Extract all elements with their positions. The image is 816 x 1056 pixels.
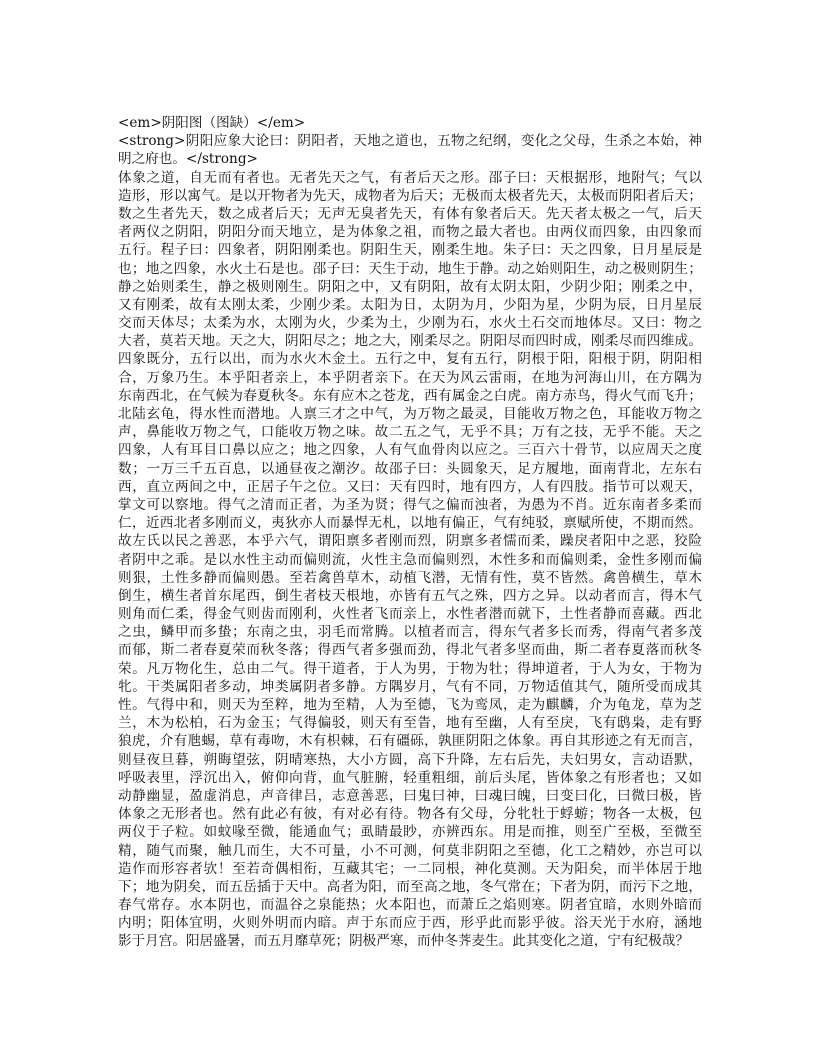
text-line: 造作而形容者欤！至若奇偶相衔，互藏其宅；一二同根，神化莫测。天为阳矣，而半体居于地: [118, 860, 702, 877]
quote-line: 明之府也。</strong>: [118, 151, 258, 168]
text-line: 则昼夜旦暮，朔晦望弦，阴晴寒热，大小方圆，高下升降，左右后先，夫妇男女，言动语默，: [118, 751, 702, 768]
text-line: 体象之道，自无而有者也。无者先天之气，有者后天之形。邵子曰：天根据形，地附气；气以: [118, 169, 702, 186]
text-line: 数之生者先天，数之成者后天；无声无臭者先天，有体有象者后天。先天者太极之一气，后天: [118, 205, 702, 222]
text-line: 倒生，横生者首东尾西，倒生者枝天根地，亦皆有五气之殊，四方之异。以动者而言，得木气: [118, 587, 702, 604]
text-line: 则角而仁柔，得金气则齿而刚利，火性者飞而亲上，水性者潜而就下，土性者静而喜藏。西北: [118, 606, 702, 623]
text-line: 而郁，斯二者春夏荣而秋冬落；得西气者多强而劲，得北气者多坚而曲，斯二者春夏落而秋冬: [118, 642, 702, 659]
text-line: 两仪于子粒。如蚊喙至微，能通血气；虱睛最眇，亦辨西东。用是而推，则至广至极，至微至: [118, 824, 702, 841]
text-line: 荣。凡万物化生，总由二气。得干道者，于人为男，于物为牡；得坤道者，于人为女，于物为: [118, 660, 702, 677]
text-line: 影于月宫。阳居盛暑，而五月靡草死；阴极严寒，而仲冬荠麦生。此其变化之道，宁有纪极哉？: [118, 933, 689, 950]
text-line: 又有刚柔，故有太刚太柔，少刚少柔。太阳为日，太阴为月，少阳为星，少阴为辰，日月星辰: [118, 296, 702, 313]
text-line: 造形，形以寓气。是以开物者为先天，成物者为后天；无极而太极者先天，太极而阴阳者后天；: [118, 187, 702, 204]
text-line: 牝。干类属阳者多动，坤类属阴者多静。方隅岁月，气有不同，万物适值其气，随所受而成其: [118, 678, 702, 695]
text-line: 兰，木为松柏，石为金玉；气得偏驳，则天有至眚，地有至幽，人有至戾，飞有鸱枭，走有野: [118, 715, 702, 732]
text-line: 之虫，鳞甲而多蛰；东南之虫，羽毛而常腾。以植者而言，得东气者多长而秀，得南气者多茂: [118, 624, 702, 641]
text-line: 精，随气而聚，触几而生，大不可量，小不可测，何莫非阴阳之至德，化工之精妙，亦岂可以: [118, 842, 702, 859]
text-line: 东南西北，在气候为春夏秋冬。东有应木之苍龙，西有属金之白虎。南方赤鸟，得火气而飞升；: [118, 387, 702, 404]
text-line: 五行。程子曰：四象者，阴阳刚柔也。阴阳生天，刚柔生地。朱子曰：天之四象，日月星辰是: [118, 242, 702, 259]
text-line: 也；地之四象，水火土石是也。邵子曰：天生于动，地生于静。动之始则阳生，动之极则阴生；: [118, 260, 702, 277]
text-line: 故左氏以民之善恶，本乎六气，谓阳禀多者刚而烈，阴禀多者懦而柔，躁戾者阳中之恶，狡险: [118, 533, 702, 550]
text-line: 动静幽显，盈虚消息，声音律吕，志意善恶，曰鬼曰神，曰魂曰魄，曰变曰化，曰微曰极，皆: [118, 787, 702, 804]
text-line: 内明；阳体宜明，火则外明而内暗。声于东而应于西，形乎此而影乎彼。浴天光于水府，涵地: [118, 915, 702, 932]
text-line: 掌文可以察地。得气之清而正者，为圣为贤；得气之偏而浊者，为愚为不肖。近东南者多柔而: [118, 496, 702, 513]
text-line: 西，直立两间之中，正居子午之位。又曰：天有四时，地有四方，人有四肢。指节可以观天，: [118, 478, 702, 495]
text-line: 大者，莫若天地。天之大，阴阳尽之；地之大，刚柔尽之。阴阳尽而四时成，刚柔尽而四维成。: [118, 333, 702, 350]
text-line: 体象之无形者也。然有此必有彼，有对必有待。物各有父母，分牝牡于蜉蝣；物各一太极，包: [118, 806, 702, 823]
text-line: 仁，近西北者多刚而义，夷狄亦人而暴悍无札，以地有偏正，气有纯驳，禀赋所使，不期而然。: [118, 515, 702, 532]
text-line: 数；一万三千五百息，以通昼夜之潮汐。故邵子曰：头圆象天，足方履地，面南背北，左东右: [118, 460, 702, 477]
text-line: 狼虎，介有虺蜴，草有毒吻，木有枳棘，石有礓砾，孰匪阴阳之体象。再自其形迹之有无而言，: [118, 733, 702, 750]
text-line: 四象既分，五行以出，而为水火木金土。五行之中，复有五行，阴根于阳，阳根于阴，阴阳相: [118, 351, 702, 368]
figure-caption-line: <em>阴阳图（图缺）</em>: [118, 115, 306, 131]
text-line: 者阴中之乖。是以水性主动而偏则流，火性主急而偏则烈，木性多和而偏则柔，金性多刚而偏: [118, 551, 702, 568]
text-line: 呼吸表里，浮沉出入，俯仰向背，血气脏腑，轻重粗细，前后头尾，皆体象之有形者也；又如: [118, 769, 702, 786]
text-line: 性。气得中和，则天为至粹，地为至精，人为至德，飞为鸾凤，走为麒麟，介为龟龙，草为芝: [118, 697, 702, 713]
text-line: 者两仪之阴阳，阴阳分而天地立，是为体象之祖，而物之最大者也。由两仪而四象，由四象而: [118, 224, 702, 241]
text-line: 交而天体尽；太柔为水，太刚为火，少柔为土，少刚为石，水火土石交而地体尽。又曰：物之: [118, 315, 702, 332]
text-line: 四象，人有耳目口鼻以应之；地之四象，人有气血骨肉以应之。三百六十骨节，以应周天之度: [118, 442, 702, 459]
text-line: 下；地为阴矣，而五岳插于天中。高者为阳，而至高之地，冬气常在；下者为阴，而污下之地，: [118, 878, 702, 895]
text-line: 北陆玄龟，得水性而潜地。人禀三才之中气，为万物之最灵，目能收万物之色，耳能收万物之: [118, 406, 702, 422]
document-body: [118, 114, 702, 951]
text-line: 静之始则柔生，静之极则刚生。阴阳之中，又有阴阳，故有太阴太阳，少阴少阳；刚柔之中，: [118, 278, 702, 295]
text-line: 则狠，土性多静而偏则愚。至若禽兽草木，动植飞潜，无情有性，莫不皆然。禽兽横生，草木: [118, 569, 702, 586]
text-line: 声，鼻能收万物之气，口能收万物之味。故二五之气，无乎不具；万有之技，无乎不能。天之: [118, 424, 702, 441]
text-line: 合，万象乃生。本乎阳者亲上，本乎阴者亲下。在天为风云雷雨，在地为河海山川，在方隅为: [118, 369, 702, 386]
quote-line: <strong>阴阳应象大论曰：阴阳者，天地之道也，五物之纪纲，变化之父母，生杀之本始，神: [118, 133, 702, 150]
text-line: 春气常存。水本阴也，而温谷之泉能热；火本阳也，而萧丘之焰则寒。阴者宜暗，水则外暗而: [118, 897, 702, 914]
